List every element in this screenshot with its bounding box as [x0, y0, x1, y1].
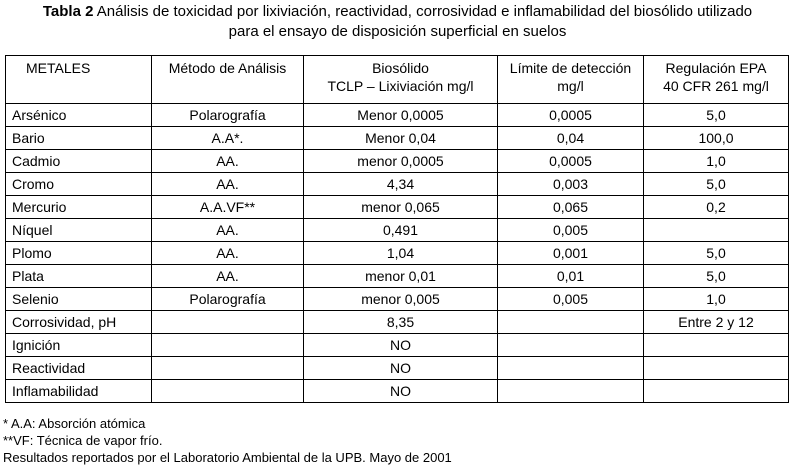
cell-regulacion: 5,0: [644, 173, 789, 196]
cell-metal: Reactividad: [6, 357, 152, 380]
table-row: [6, 196, 789, 219]
cell-metal: Ignición: [6, 334, 152, 357]
table-row: [6, 357, 789, 380]
cell-regulacion: [644, 334, 789, 357]
cell-limite: [498, 334, 644, 357]
header-biosolido: [304, 56, 498, 104]
table-row: [6, 288, 789, 311]
header-row: [6, 56, 789, 104]
cell-regulacion: [644, 219, 789, 242]
cell-metal: Cromo: [6, 173, 152, 196]
cell-limite: 0,01: [498, 265, 644, 288]
cell-biosolido: Menor 0,04: [304, 127, 498, 150]
cell-limite: 0,003: [498, 173, 644, 196]
table-row: [6, 219, 789, 242]
cell-metal: Plata: [6, 265, 152, 288]
footnote-source: Resultados reportados por el Laboratorio Ambiental de la UPB. Mayo de 2001: [3, 450, 452, 465]
cell-biosolido: NO: [304, 380, 498, 403]
header-line-1: Regulación EPA: [665, 60, 767, 76]
toxicity-table: [5, 55, 789, 403]
table-row: [6, 242, 789, 265]
header-line-1: Límite de detección: [509, 60, 632, 76]
cell-metodo: Polarografía: [152, 104, 304, 127]
cell-metodo: [152, 380, 304, 403]
header-limite: [498, 56, 644, 104]
cell-regulacion: [644, 380, 789, 403]
cell-limite: [498, 380, 644, 403]
cell-metal: Arsénico: [6, 104, 152, 127]
cell-limite: 0,04: [498, 127, 644, 150]
header-line-1: METALES: [26, 60, 91, 76]
cell-metal: Plomo: [6, 242, 152, 265]
cell-metodo: AA.: [152, 173, 304, 196]
cell-regulacion: 0,2: [644, 196, 789, 219]
header-metodo: [152, 56, 304, 104]
cell-biosolido: NO: [304, 357, 498, 380]
table-row: [6, 127, 789, 150]
cell-limite: 0,0005: [498, 150, 644, 173]
cell-metodo: AA.: [152, 242, 304, 265]
header-line-2: mg/l: [557, 78, 584, 94]
footnote-aa: * A.A: Absorción atómica: [3, 416, 146, 431]
cell-metal: Selenio: [6, 288, 152, 311]
table-row: [6, 334, 789, 357]
cell-regulacion: 100,0: [644, 127, 789, 150]
cell-metodo: Polarografía: [152, 288, 304, 311]
cell-limite: 0,0005: [498, 104, 644, 127]
cell-biosolido: 1,04: [304, 242, 498, 265]
cell-metodo: AA.: [152, 219, 304, 242]
cell-metodo: [152, 334, 304, 357]
header-metales: [6, 56, 152, 104]
cell-biosolido: 0,491: [304, 219, 498, 242]
table-row: [6, 173, 789, 196]
cell-limite: [498, 311, 644, 334]
table-body: [6, 104, 789, 403]
cell-limite: 0,005: [498, 288, 644, 311]
table-row: [6, 380, 789, 403]
footnotes: [3, 415, 452, 466]
cell-metodo: A.A*.: [152, 127, 304, 150]
cell-metal: Inflamabilidad: [6, 380, 152, 403]
cell-metodo: [152, 311, 304, 334]
cell-biosolido: menor 0,065: [304, 196, 498, 219]
cell-biosolido: NO: [304, 334, 498, 357]
cell-biosolido: Menor 0,0005: [304, 104, 498, 127]
cell-metal: Níquel: [6, 219, 152, 242]
table-row: [6, 150, 789, 173]
table-caption: [0, 2, 795, 42]
caption-label: Tabla 2: [42, 3, 94, 20]
cell-metal: Mercurio: [6, 196, 152, 219]
cell-metal: Cadmio: [6, 150, 152, 173]
cell-regulacion: 1,0: [644, 288, 789, 311]
cell-metal: Bario: [6, 127, 152, 150]
cell-regulacion: Entre 2 y 12: [644, 311, 789, 334]
table-row: [6, 265, 789, 288]
cell-regulacion: [644, 357, 789, 380]
header-regulacion: [644, 56, 789, 104]
cell-regulacion: 1,0: [644, 150, 789, 173]
footnote-vf: **VF: Técnica de vapor frío.: [3, 433, 163, 448]
caption-line-1: [0, 2, 795, 22]
header-line-2: TCLP – Lixiviación mg/l: [327, 78, 474, 94]
cell-regulacion: 5,0: [644, 104, 789, 127]
cell-metodo: [152, 357, 304, 380]
cell-biosolido: menor 0,0005: [304, 150, 498, 173]
table-row: [6, 311, 789, 334]
header-line-2: 40 CFR 261 mg/l: [663, 78, 769, 94]
cell-metodo: AA.: [152, 150, 304, 173]
cell-regulacion: 5,0: [644, 265, 789, 288]
table-row: [6, 104, 789, 127]
header-line-1: Método de Análisis: [168, 60, 287, 76]
header-line-1: Biosólido: [372, 60, 429, 76]
cell-biosolido: 8,35: [304, 311, 498, 334]
cell-metal: Corrosividad, pH: [6, 311, 152, 334]
cell-biosolido: menor 0,005: [304, 288, 498, 311]
cell-limite: [498, 357, 644, 380]
cell-metodo: AA.: [152, 265, 304, 288]
caption-text-1: Análisis de toxicidad por lixiviación, reactividad, corrosividad e inflamabilidad del biosólido utilizado: [96, 3, 753, 20]
cell-limite: 0,001: [498, 242, 644, 265]
cell-biosolido: menor 0,01: [304, 265, 498, 288]
caption-line-2: para el ensayo de disposición superficial en suelos: [228, 23, 567, 40]
cell-limite: 0,065: [498, 196, 644, 219]
cell-regulacion: 5,0: [644, 242, 789, 265]
cell-biosolido: 4,34: [304, 173, 498, 196]
cell-metodo: A.A.VF**: [152, 196, 304, 219]
cell-limite: 0,005: [498, 219, 644, 242]
